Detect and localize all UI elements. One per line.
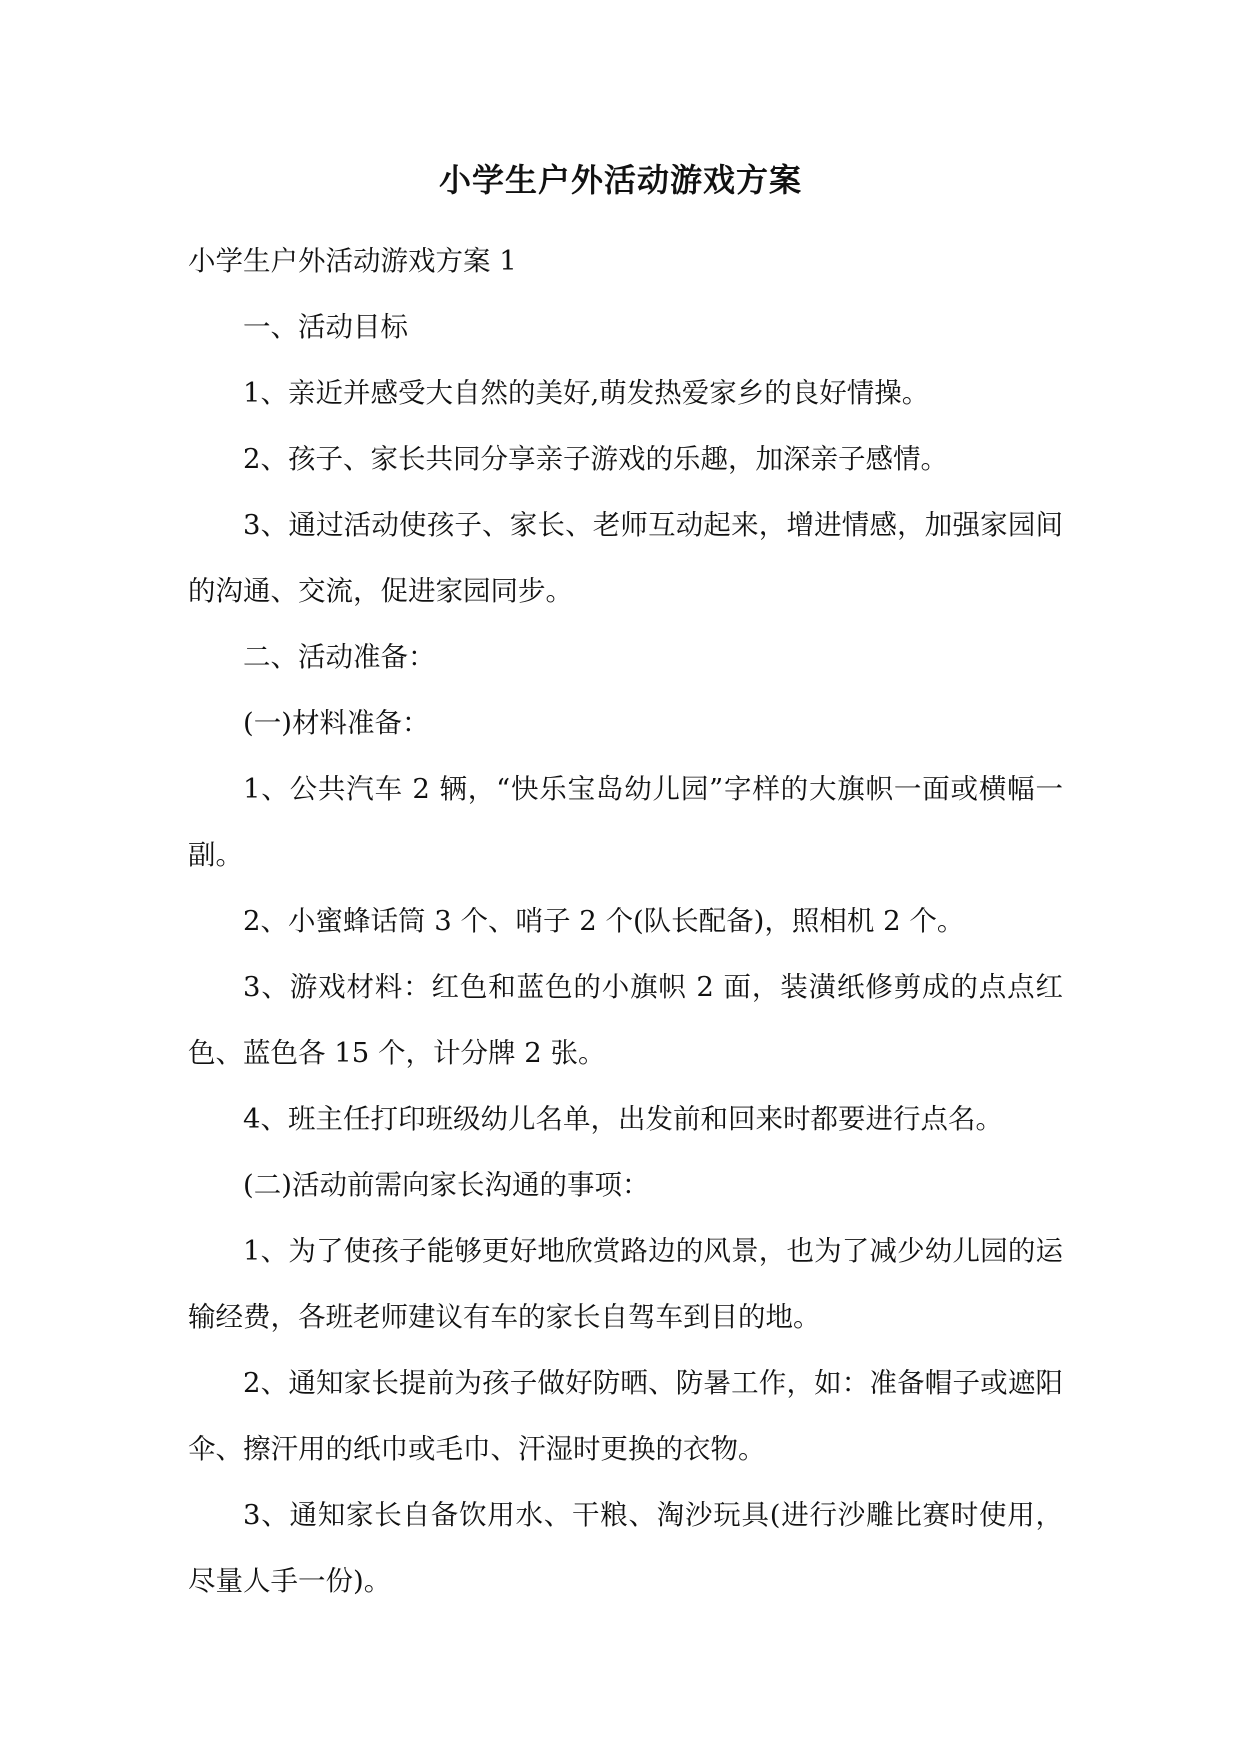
paragraph: (二)活动前需向家长沟通的事项： [243,1169,650,1201]
paragraph: 3、通过活动使孩子、家长、老师互动起来，增进情感，加强家园间的沟通、交流，促进家园同步。 [188,509,1063,607]
paragraph: 2、小蜜蜂话筒 3 个、哨子 2 个(队长配备)，照相机 2 个。 [243,905,965,937]
paragraph: 一、活动目标 [243,311,408,343]
paragraph: 3、游戏材料：红色和蓝色的小旗帜 2 面，装潢纸修剪成的点点红色、蓝色各 15 个，计分牌 2 张。 [188,971,1063,1069]
paragraph: 1、公共汽车 2 辆，“快乐宝岛幼儿园”字样的大旗帜一面或横幅一副。 [188,773,1063,871]
paragraph: 1、亲近并感受大自然的美好,萌发热爱家乡的良好情操。 [243,377,930,409]
paragraph: 4、班主任打印班级幼儿名单，出发前和回来时都要进行点名。 [243,1103,1003,1135]
paragraph: (一)材料准备： [243,707,430,739]
paragraph: 二、活动准备： [243,641,436,673]
document-body [188,228,1063,1614]
section-heading: 小学生户外活动游戏方案 1 [188,245,517,277]
paragraph: 3、通知家长自备饮用水、干粮、淘沙玩具(进行沙雕比赛时使用，尽量人手一份)。 [188,1499,1063,1597]
paragraph: 1、为了使孩子能够更好地欣赏路边的风景，也为了减少幼儿园的运输经费，各班老师建议有车的家长自驾车到目的地。 [188,1235,1063,1333]
paragraph: 2、孩子、家长共同分享亲子游戏的乐趣，加深亲子感情。 [243,443,948,475]
paragraph: 2、通知家长提前为孩子做好防晒、防暑工作，如：准备帽子或遮阳伞、擦汗用的纸巾或毛巾、汗湿时更换的衣物。 [188,1367,1063,1465]
document-title: 小学生户外活动游戏方案 [438,161,802,199]
